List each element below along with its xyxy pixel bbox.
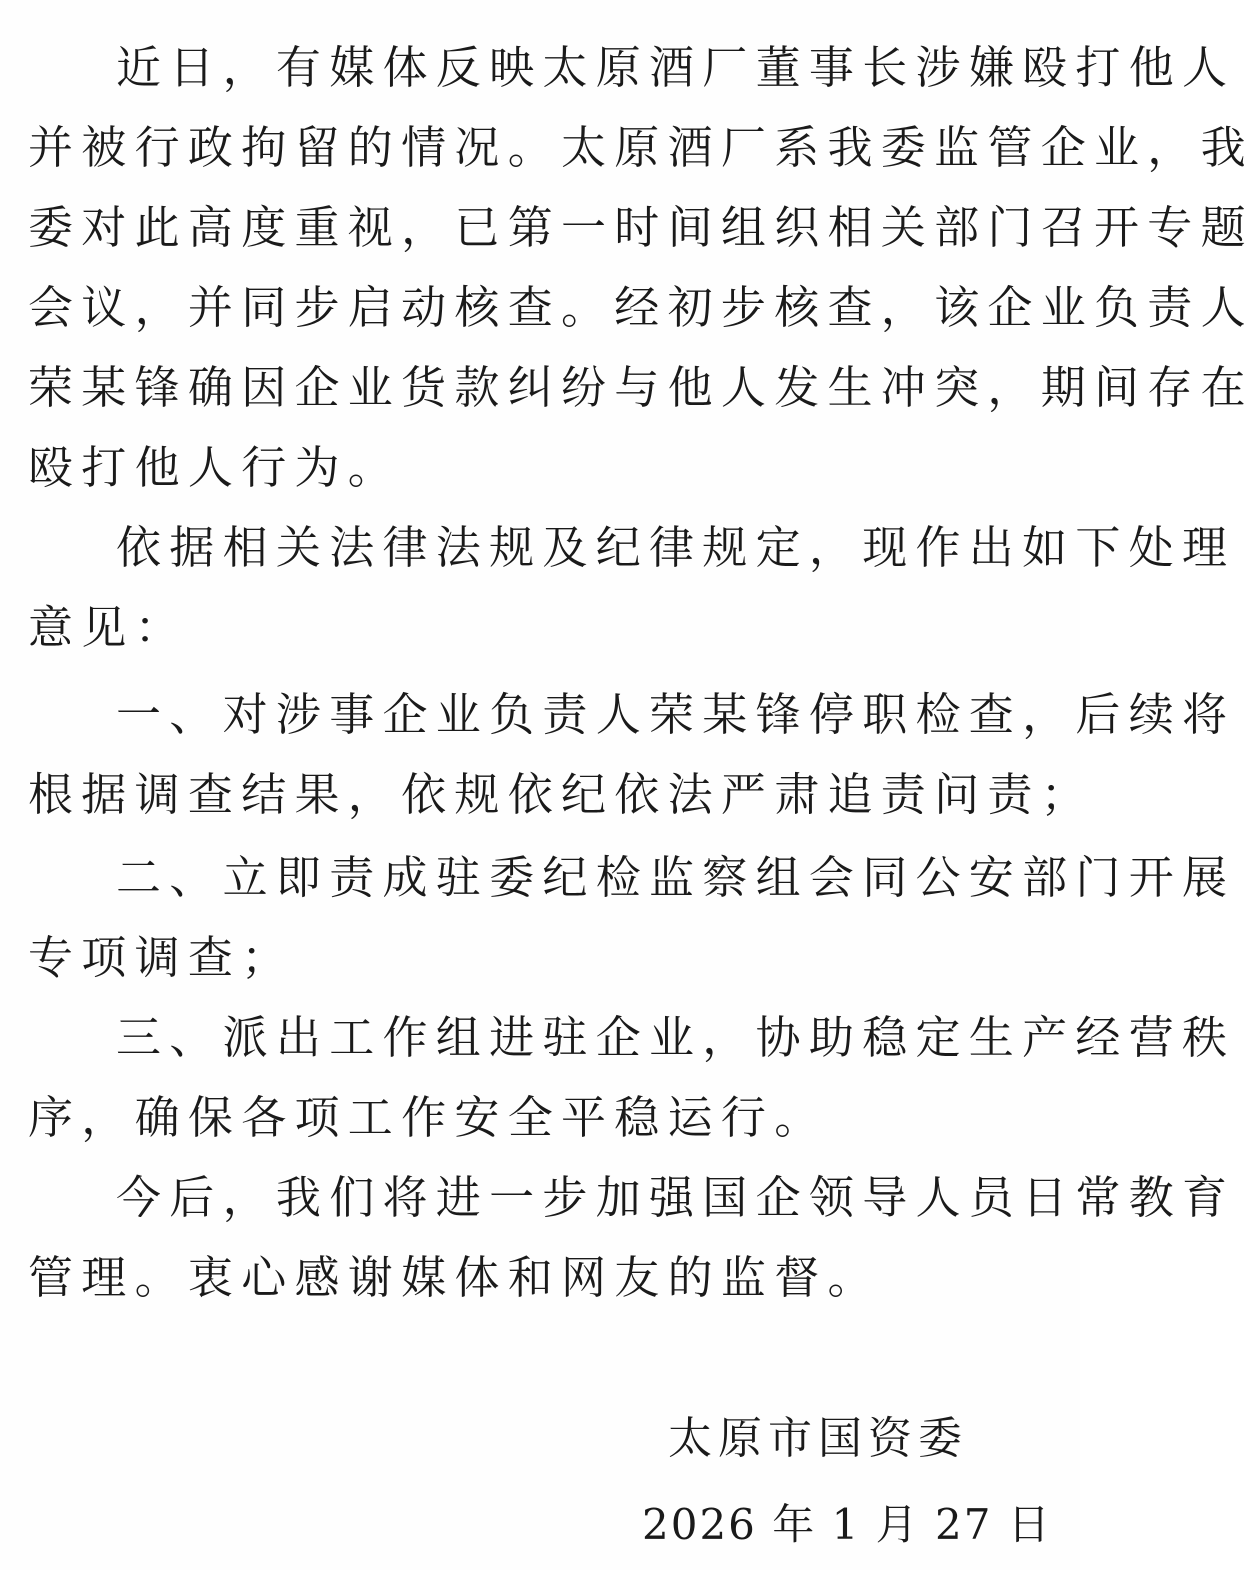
text-line: 荣某锋确因企业货款纠纷与他人发生冲突，期间存在: [28, 361, 1254, 414]
signature-date: 2026 年 1 月 27 日: [642, 1500, 1052, 1549]
text-line: 并被行政拘留的情况。太原酒厂系我委监管企业，我: [28, 121, 1254, 174]
text-line: 根据调查结果，依规依纪依法严肃追责问责；: [28, 768, 1095, 821]
text-line: 近日，有媒体反映太原酒厂董事长涉嫌殴打他人: [116, 41, 1236, 94]
text-line: 意见：: [28, 601, 188, 654]
text-line: 三、派出工作组进驻企业，协助稳定生产经营秩: [116, 1011, 1236, 1064]
text-line: 专项调查；: [28, 931, 295, 984]
text-line: 委对此高度重视，已第一时间组织相关部门召开专题: [28, 201, 1254, 254]
text-line: 依据相关法律法规及纪律规定，现作出如下处理: [116, 521, 1236, 574]
text-line: 管理。衷心感谢媒体和网友的监督。: [28, 1251, 881, 1304]
text-line: 序，确保各项工作安全平稳运行。: [28, 1091, 828, 1144]
signature-organization: 太原市国资委: [668, 1413, 968, 1464]
text-line: 一、对涉事企业负责人荣某锋停职检查，后续将: [116, 688, 1236, 741]
text-line: 殴打他人行为。: [28, 441, 402, 494]
text-line: 会议，并同步启动核查。经初步核查，该企业负责人: [28, 281, 1254, 334]
text-line: 二、立即责成驻委纪检监察组会同公安部门开展: [116, 851, 1236, 904]
text-line: 今后，我们将进一步加强国企领导人员日常教育: [116, 1171, 1236, 1224]
